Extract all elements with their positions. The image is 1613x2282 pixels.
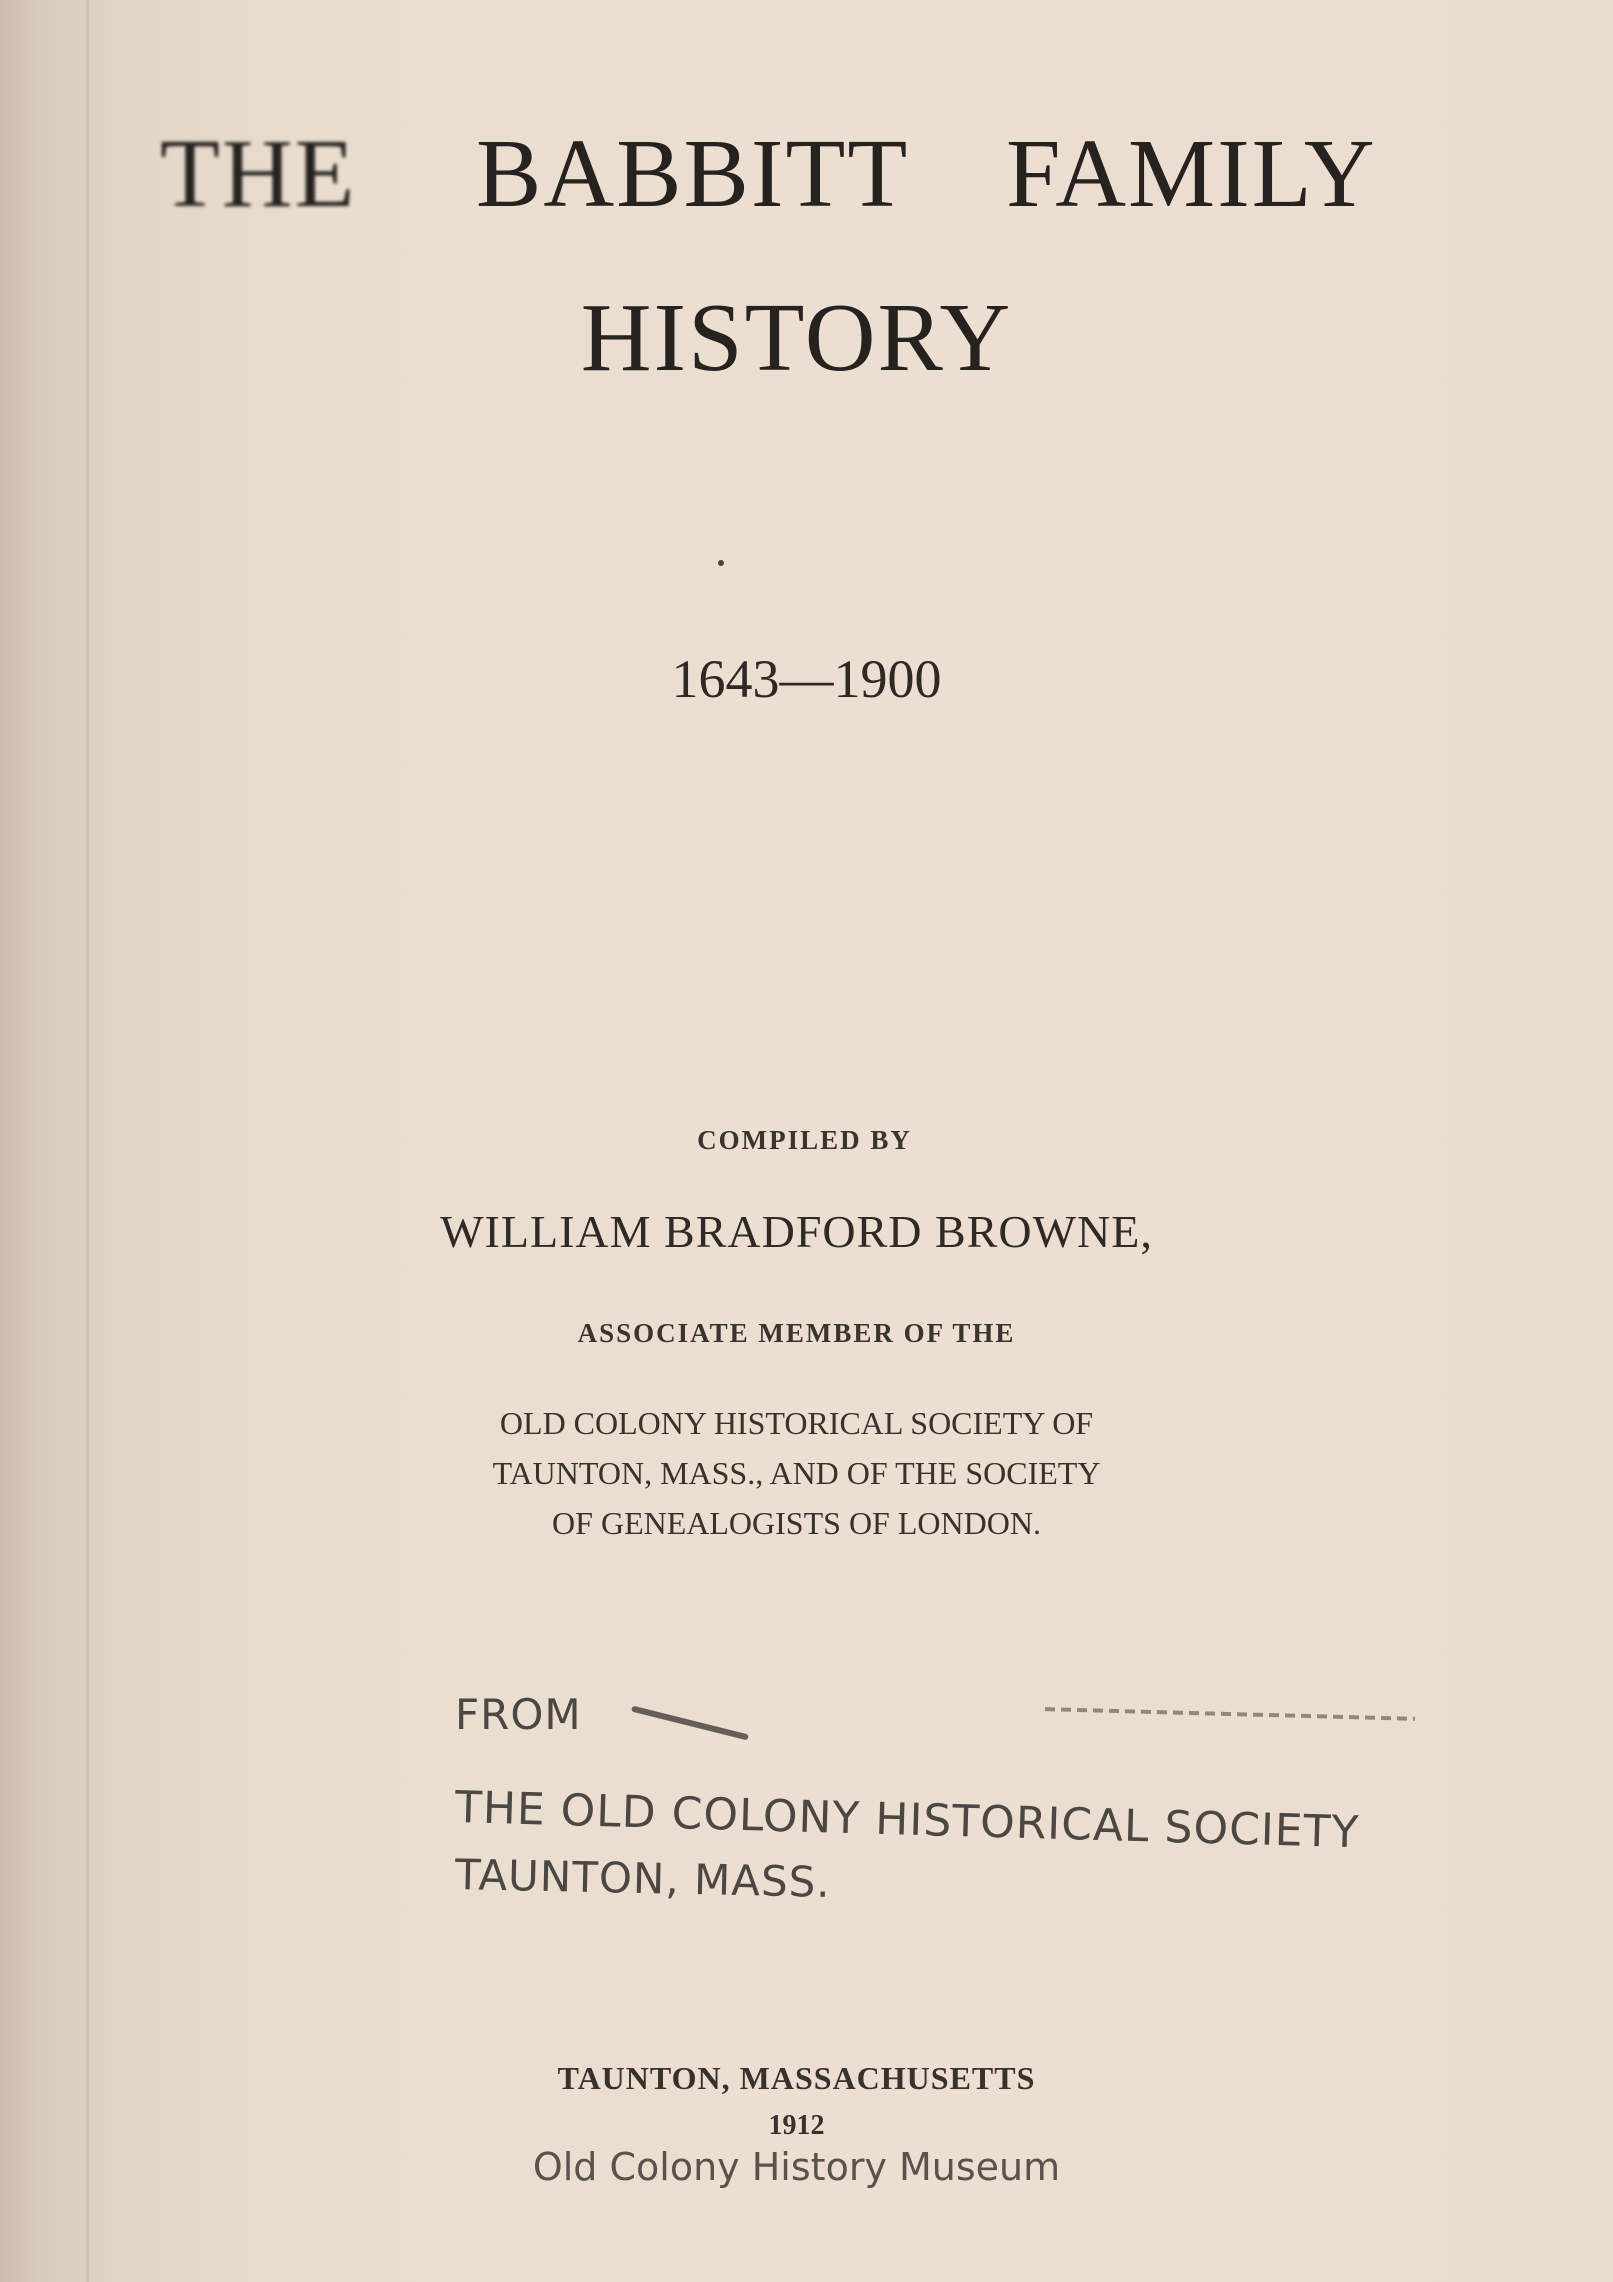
museum-watermark: Old Colony History Museum	[532, 2145, 1061, 2189]
society-line: OF GENEALOGISTS OF LONDON.	[552, 1505, 1041, 1541]
society-line: TAUNTON, MASS., AND OF THE SOCIETY	[492, 1455, 1101, 1491]
stamp-ink-smear	[631, 1706, 749, 1741]
stamp-line-place: TAUNTON, MASS.	[454, 1850, 832, 1907]
stray-ink-dot	[718, 560, 724, 566]
title-line-2: HISTORY	[580, 284, 1013, 392]
author-name: WILLIAM BRADFORD BROWNE,	[440, 1206, 1153, 1257]
publication-place: TAUNTON, MASSACHUSETTS	[557, 2060, 1036, 2096]
associate-label: ASSOCIATE MEMBER OF THE	[577, 1318, 1016, 1348]
stamp-ink-smear	[1045, 1707, 1415, 1721]
title-word-family: FAMILY	[1006, 120, 1377, 228]
society-line: OLD COLONY HISTORICAL SOCIETY OF	[499, 1405, 1094, 1441]
stamp-line-from: FROM	[455, 1690, 582, 1739]
compiled-by-label: COMPILED BY	[697, 1125, 912, 1155]
library-stamp	[455, 1690, 1415, 1920]
stamp-line-society: THE OLD COLONY HISTORICAL SOCIETY	[454, 1782, 1361, 1859]
title-word-the: THE	[160, 120, 357, 228]
society-affiliations	[0, 1398, 1603, 1548]
title-line-1	[160, 118, 1420, 238]
year-range: 1643—1900	[671, 649, 942, 709]
publication-year: 1912	[768, 2110, 825, 2141]
title-word-babbitt: BABBITT	[476, 120, 910, 228]
